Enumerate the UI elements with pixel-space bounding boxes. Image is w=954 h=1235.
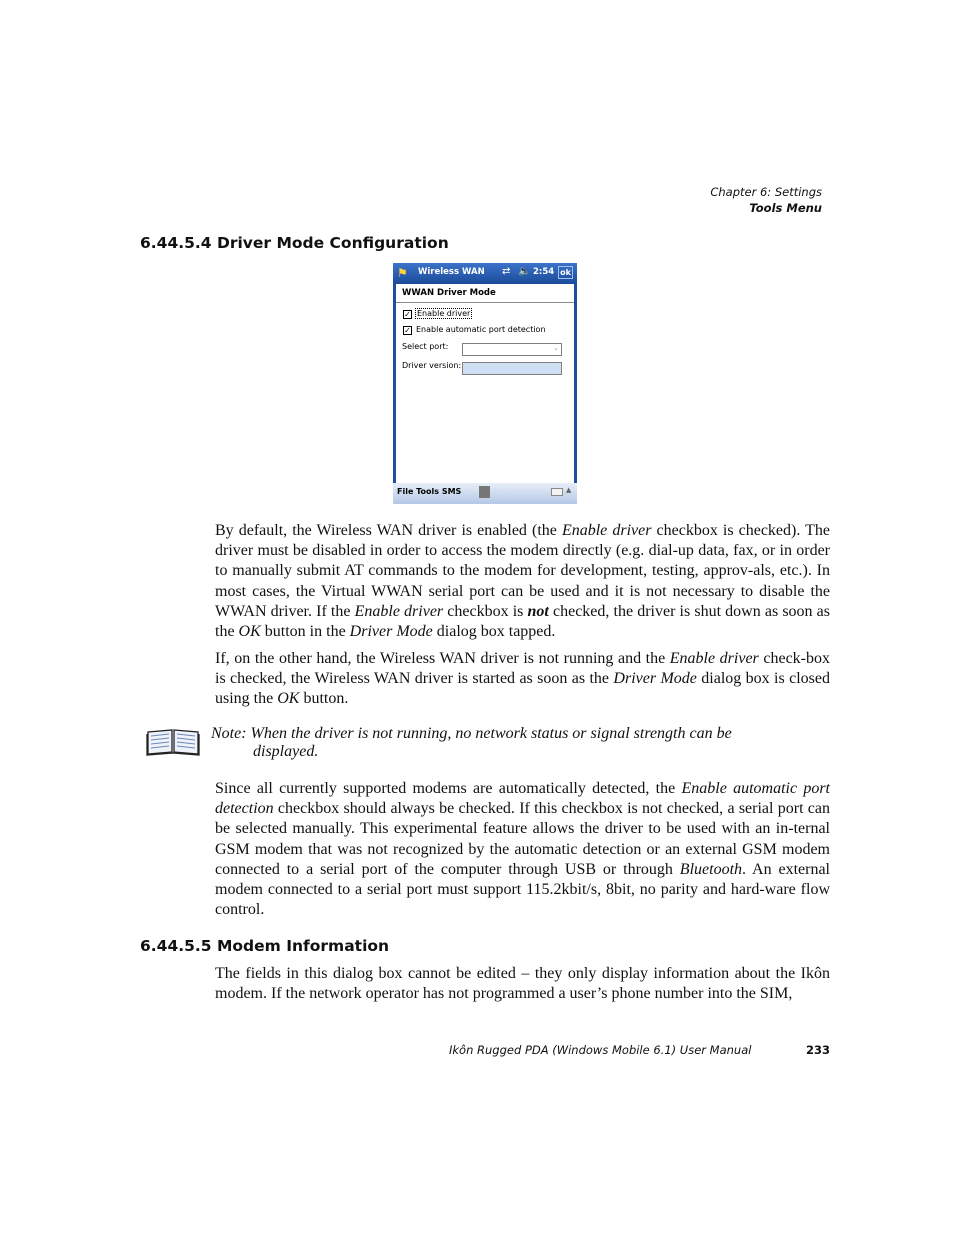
paragraph-driver-not-running: If, on the other hand, the Wireless WAN driver is not running and the Enable driver check-box is checked, the Wireless WAN driver is started as soon as the Driver Mode dialog box is closed using the OK button. bbox=[215, 650, 831, 708]
page-number: 233 bbox=[806, 1043, 831, 1057]
menu-items[interactable]: File Tools SMS bbox=[397, 487, 462, 496]
chevron-down-icon[interactable]: ⌄ bbox=[553, 344, 559, 352]
select-port-label: Select port: bbox=[402, 342, 449, 351]
auto-detect-checkbox[interactable]: ✓ bbox=[404, 326, 411, 335]
input-panel-icon[interactable] bbox=[551, 488, 563, 496]
footer-title: Ikôn Rugged PDA (Windows Mobile 6.1) User Manual bbox=[449, 1043, 752, 1057]
note-line-2: displayed. bbox=[253, 743, 319, 760]
section-heading-modem-info: 6.44.5.5 Modem Information bbox=[140, 937, 390, 955]
volume-icon[interactable]: 🔈 bbox=[518, 266, 531, 277]
dialog-divider bbox=[396, 302, 574, 303]
note-text bbox=[211, 725, 811, 761]
dialog-title: WWAN Driver Mode bbox=[402, 288, 496, 298]
pda-clock[interactable]: 2:54 bbox=[533, 267, 555, 277]
pda-app-title: Wireless WAN bbox=[418, 267, 485, 277]
chevron-up-icon[interactable]: ▲ bbox=[566, 486, 572, 494]
connectivity-icon[interactable]: ⇄ bbox=[502, 266, 511, 277]
pda-title-bar bbox=[393, 263, 577, 284]
keyboard-icon[interactable] bbox=[479, 486, 490, 498]
pda-dialog bbox=[396, 284, 574, 483]
paragraph-auto-detection: Since all currently supported modems are automatically detected, the Enable automatic port detection checkbox should always be checked. If this checkbox is not checked, a serial port can be selected manually. This experimental feature allows the driver to be used with an in-ternal GSM modem that was not recognized by the automatic detection or an external GSM modem connected to a serial port of the computer through USB or through Bluetooth. An external modem connected to a serial port must support 115.2kbit/s, 8bit, no parity and hard-ware flow control. bbox=[215, 780, 831, 919]
note-line-1: Note: When the driver is not running, no network status or signal strength can be bbox=[211, 725, 732, 742]
select-port-dropdown[interactable] bbox=[462, 343, 562, 356]
pda-screenshot bbox=[393, 263, 577, 504]
paragraph-driver-default: By default, the Wireless WAN driver is enabled (the Enable driver checkbox is checked). The driver must be disabled in order to access the modem directly (e.g. dial-up data, fax, or in order to manually submit AT commands to the modem for development, testing, approv-als, etc.). In most cases, the Virtual WWAN serial port can be used and it is not necessary to disable the WWAN driver. If the Enable driver checkbox is not checked, the driver is shut down as soon as the OK button in the Driver Mode dialog box tapped. bbox=[215, 522, 831, 641]
chapter-label: Chapter 6: Settings bbox=[710, 185, 822, 199]
windows-start-icon[interactable]: ⚑ bbox=[397, 266, 408, 280]
pda-menu-bar bbox=[393, 483, 577, 504]
section-heading-driver-mode: 6.44.5.4 Driver Mode Configuration bbox=[140, 234, 449, 252]
ok-button[interactable]: ok bbox=[558, 266, 573, 279]
section-label: Tools Menu bbox=[749, 201, 822, 215]
paragraph-modem-info: The fields in this dialog box cannot be edited – they only display information about the Ikôn modem. If the network operator has not programmed a user’s phone number into the SIM, bbox=[215, 965, 830, 1003]
running-header bbox=[710, 184, 822, 216]
auto-detect-label[interactable]: Enable automatic port detection bbox=[416, 325, 546, 334]
enable-driver-checkbox[interactable]: ✓ bbox=[404, 310, 411, 319]
open-book-icon bbox=[145, 724, 201, 756]
driver-version-field bbox=[462, 362, 562, 375]
driver-version-label: Driver version: bbox=[402, 361, 462, 370]
enable-driver-label[interactable]: Enable driver bbox=[417, 309, 471, 318]
